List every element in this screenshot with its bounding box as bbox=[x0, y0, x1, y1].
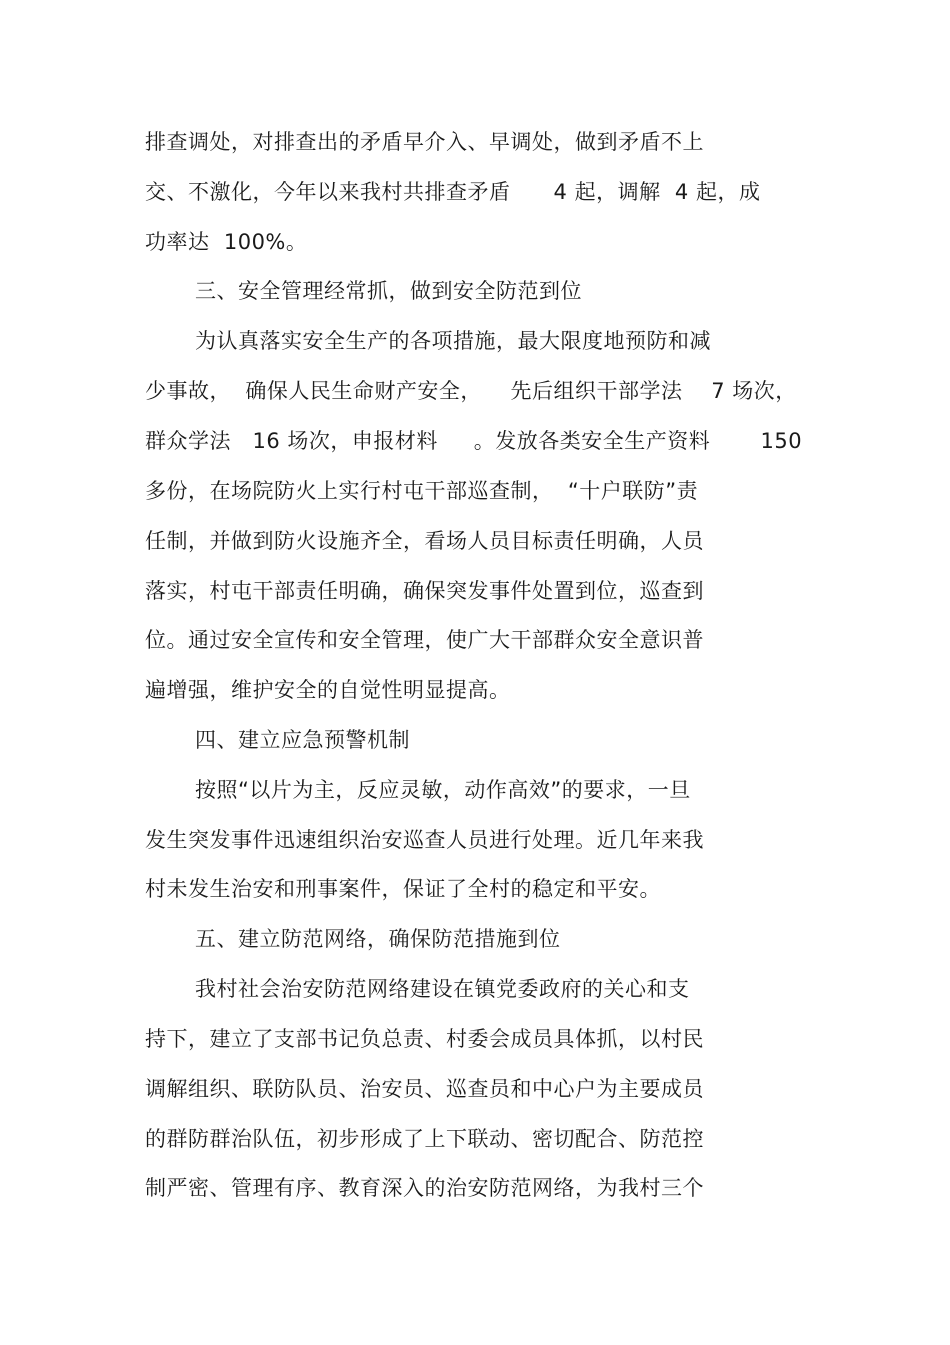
text-line: 少事故， 确保人民生命财产安全， 先后组织干部学法 7 场次， bbox=[145, 379, 797, 403]
text-line: 制严密、管理有序、教育深入的治安防范网络，为我村三个 bbox=[145, 1176, 704, 1200]
text-line: 为认真落实安全生产的各项措施，最大限度地预防和减 bbox=[195, 329, 711, 353]
text-line: 落实，村屯干部责任明确，确保突发事件处置到位，巡查到 bbox=[145, 579, 704, 603]
text-line: 的群防群治队伍，初步形成了上下联动、密切配合、防范控 bbox=[145, 1127, 704, 1151]
text-line: 村未发生治安和刑事案件，保证了全村的稳定和平安。 bbox=[145, 877, 661, 901]
text-line: 持下，建立了支部书记负总责、村委会成员具体抓，以村民 bbox=[145, 1027, 704, 1051]
text-line: 调解组织、联防队员、治安员、巡查员和中心户为主要成员 bbox=[145, 1077, 704, 1101]
section-heading: 五、建立防范网络，确保防范措施到位 bbox=[195, 927, 561, 951]
text-line: 发生突发事件迅速组织治安巡查人员进行处理。近几年来我 bbox=[145, 828, 704, 852]
text-line: 排查调处，对排查出的矛盾早介入、早调处，做到矛盾不上 bbox=[145, 130, 704, 154]
text-line: 按照“以片为主，反应灵敏，动作高效”的要求，一旦 bbox=[195, 778, 691, 802]
section-heading: 三、安全管理经常抓，做到安全防范到位 bbox=[195, 279, 582, 303]
text-line: 交、不激化，今年以来我村共排查矛盾 4 起，调解 4 起，成 bbox=[145, 180, 761, 204]
text-line: 位。通过安全宣传和安全管理，使广大干部群众安全意识普 bbox=[145, 628, 704, 652]
text-line: 多份，在场院防火上实行村屯干部巡查制， “十户联防”责 bbox=[145, 479, 699, 503]
text-line: 任制，并做到防火设施齐全，看场人员目标责任明确，人员 bbox=[145, 529, 704, 553]
text-line: 遍增强，维护安全的自觉性明显提高。 bbox=[145, 678, 511, 702]
section-heading: 四、建立应急预警机制 bbox=[195, 728, 410, 752]
text-line: 群众学法 16 场次，申报材料 。发放各类安全生产资料 150 bbox=[145, 429, 803, 453]
text-line: 功率达 100%。 bbox=[145, 230, 308, 254]
text-line: 我村社会治安防范网络建设在镇党委政府的关心和支 bbox=[195, 977, 690, 1001]
